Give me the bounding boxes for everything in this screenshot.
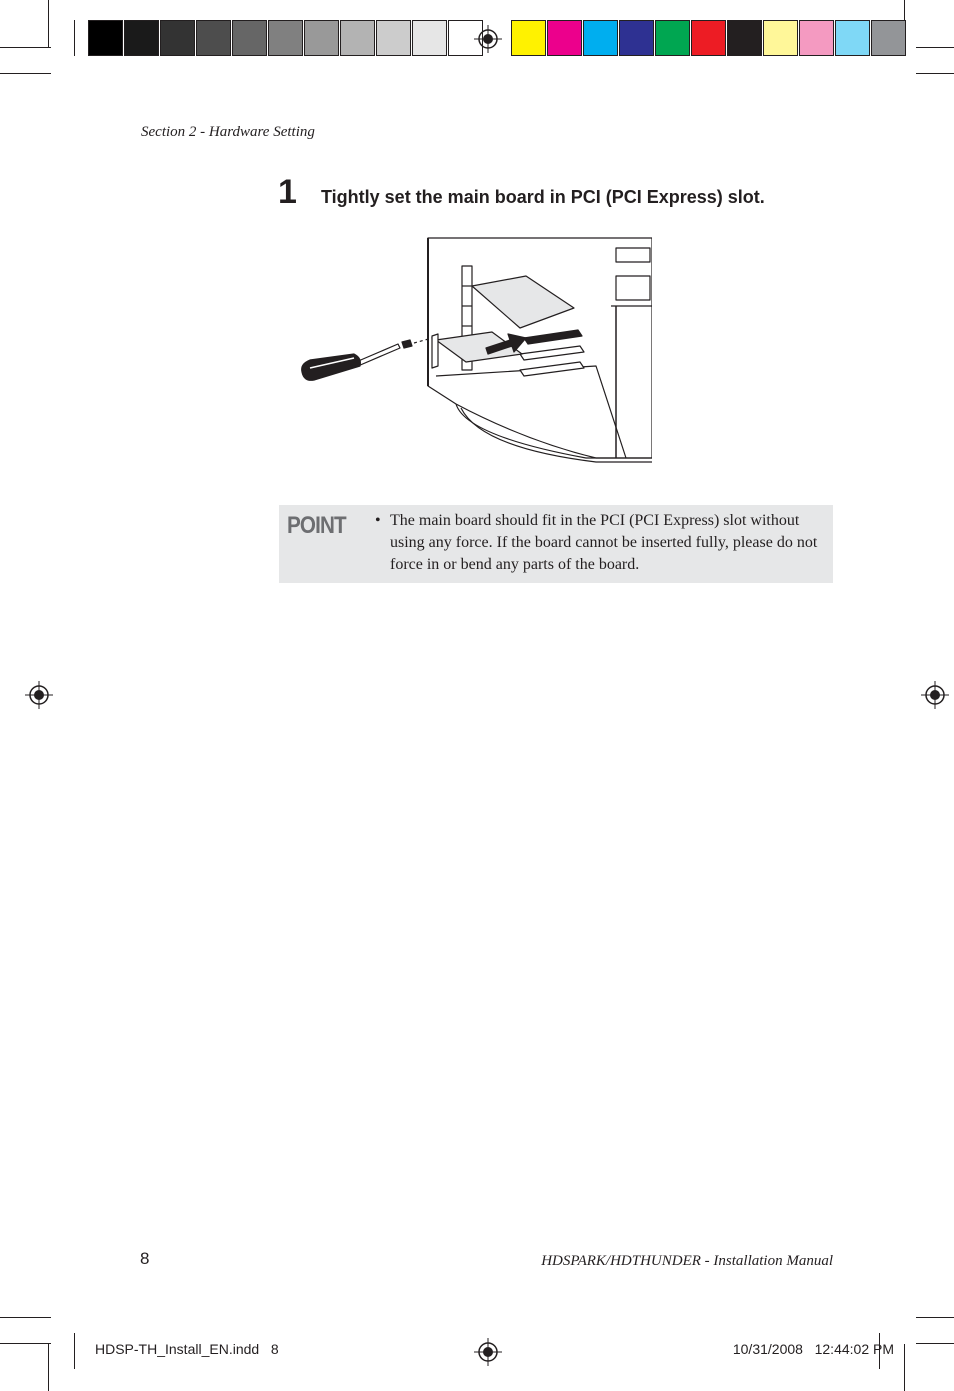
color-swatch xyxy=(835,20,870,56)
color-swatch xyxy=(727,20,762,56)
color-swatch xyxy=(763,20,798,56)
pci-card-installation-illustration xyxy=(296,236,652,466)
color-swatch xyxy=(268,20,303,56)
crop-mark xyxy=(904,1344,905,1391)
color-swatch xyxy=(655,20,690,56)
crop-mark xyxy=(0,1317,51,1318)
bullet-icon: • xyxy=(375,512,381,529)
color-swatch xyxy=(799,20,834,56)
step-number: 1 xyxy=(278,173,297,211)
step-instruction: Tightly set the main board in PCI (PCI Express) slot. xyxy=(321,187,765,207)
crop-mark xyxy=(74,20,75,56)
color-swatch xyxy=(376,20,411,56)
color-swatch xyxy=(340,20,375,56)
process-color-bar xyxy=(511,20,907,56)
page-number: 8 xyxy=(140,1249,150,1268)
color-swatch xyxy=(124,20,159,56)
registration-mark-icon xyxy=(25,681,53,709)
point-label: POINT xyxy=(287,512,346,539)
slug-timestamp xyxy=(733,1341,894,1357)
crop-mark xyxy=(0,1343,51,1344)
crop-mark xyxy=(916,73,954,74)
color-swatch xyxy=(619,20,654,56)
color-swatch xyxy=(160,20,195,56)
color-swatch xyxy=(88,20,123,56)
footer-manual-title: HDSPARK/HDTHUNDER - Installation Manual xyxy=(541,1253,833,1269)
slug-time: 12:44:02 PM xyxy=(814,1341,894,1357)
point-note-box xyxy=(279,505,833,583)
slug-file-info xyxy=(95,1341,279,1357)
point-text: The main board should fit in the PCI (PCI Express) slot without using any force. If the board cannot be inserted fully, please do not force in or bend any parts of the board. xyxy=(390,512,818,573)
color-swatch xyxy=(871,20,906,56)
color-swatch xyxy=(691,20,726,56)
crop-mark xyxy=(916,1317,954,1318)
grayscale-color-bar xyxy=(88,20,484,56)
registration-mark-icon xyxy=(474,25,502,53)
slug-file-name: HDSP-TH_Install_EN.indd xyxy=(95,1341,260,1357)
color-swatch xyxy=(304,20,339,56)
crop-mark xyxy=(0,73,51,74)
crop-mark xyxy=(74,1333,75,1369)
crop-mark xyxy=(916,47,954,48)
color-swatch xyxy=(232,20,267,56)
color-swatch xyxy=(511,20,546,56)
crop-mark xyxy=(0,47,51,48)
color-swatch xyxy=(196,20,231,56)
color-swatch xyxy=(412,20,447,56)
slug-date: 10/31/2008 xyxy=(732,1341,803,1357)
crop-mark xyxy=(48,0,49,47)
color-swatch xyxy=(547,20,582,56)
slug-page: 8 xyxy=(270,1341,279,1357)
crop-mark xyxy=(48,1344,49,1391)
registration-mark-icon xyxy=(921,681,949,709)
section-header: Section 2 - Hardware Setting xyxy=(141,124,315,140)
color-swatch xyxy=(583,20,618,56)
registration-mark-icon xyxy=(474,1338,502,1366)
crop-mark xyxy=(916,1343,954,1344)
